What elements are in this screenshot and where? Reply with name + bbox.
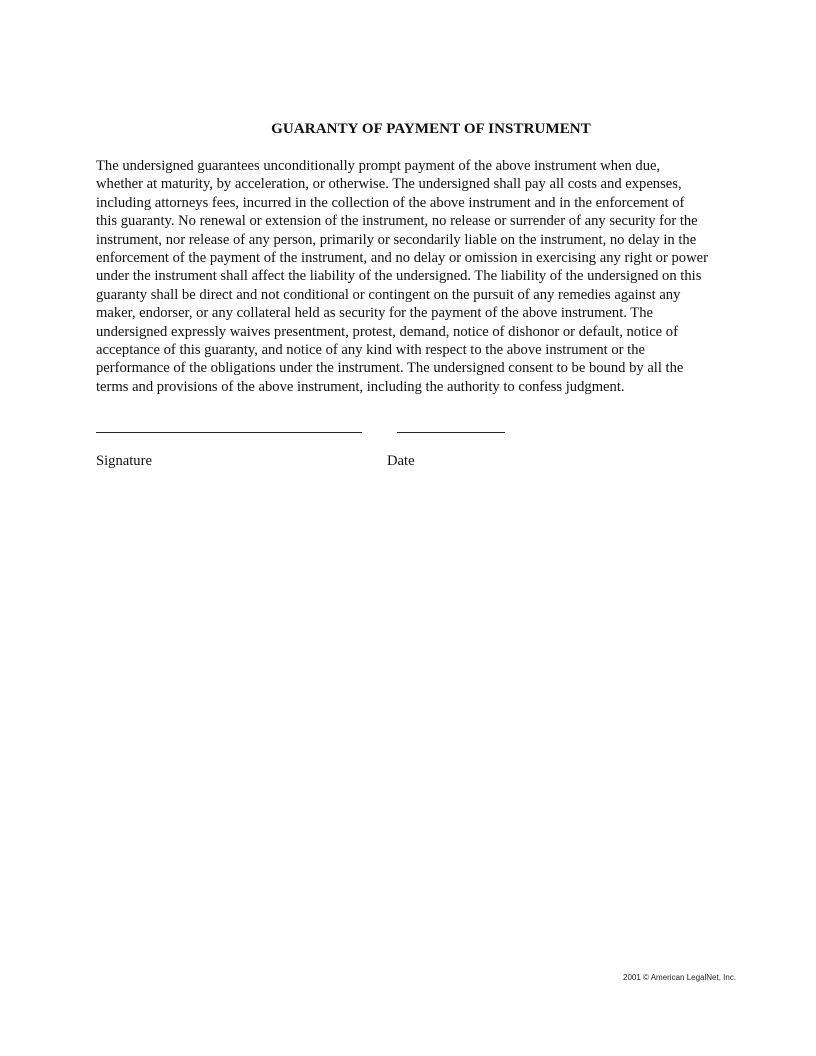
body-line: this guaranty. No renewal or extension of the instrument, no release or surrender of any security for the xyxy=(96,213,698,230)
body-line: undersigned expressly waives presentment, protest, demand, notice of dishonor or default, notice of xyxy=(96,323,678,340)
body-line: including attorneys fees, incurred in the collection of the above instrument and in the enforcement of xyxy=(96,194,685,211)
copyright-footer: 2001 © American LegalNet, Inc. xyxy=(623,973,737,982)
document-title: GUARANTY OF PAYMENT OF INSTRUMENT xyxy=(271,121,591,137)
body-line: whether at maturity, by acceleration, or otherwise. The undersigned shall pay all costs and expenses, xyxy=(96,176,682,193)
body-line: performance of the obligations under the instrument. The undersigned consent to be bound by all the xyxy=(96,360,684,377)
body-line: under the instrument shall affect the liability of the undersigned. The liability of the undersigned on this xyxy=(96,268,702,285)
body-line: guaranty shall be direct and not conditional or contingent on the pursuit of any remedies against any xyxy=(96,286,681,303)
body-line: The undersigned guarantees unconditionally prompt payment of the above instrument when due, xyxy=(96,158,661,174)
body-line: instrument, nor release of any person, primarily or secondarily liable on the instrument, no delay in the xyxy=(96,231,697,248)
body-line: terms and provisions of the above instrument, including the authority to confess judgment. xyxy=(96,378,625,395)
signature-label: Signature xyxy=(96,453,152,469)
body-line: enforcement of the payment of the instrument, and no delay or omission in exercising any right or power xyxy=(96,250,708,267)
guaranty-body xyxy=(96,157,786,396)
date-label: Date xyxy=(387,453,415,469)
date-line[interactable] xyxy=(397,432,505,433)
body-line: acceptance of this guaranty, and notice of any kind with respect to the above instrument or the xyxy=(96,342,645,359)
body-line: maker, endorser, or any collateral held as security for the payment of the above instrument. The xyxy=(96,305,653,322)
signature-line[interactable] xyxy=(96,432,362,433)
